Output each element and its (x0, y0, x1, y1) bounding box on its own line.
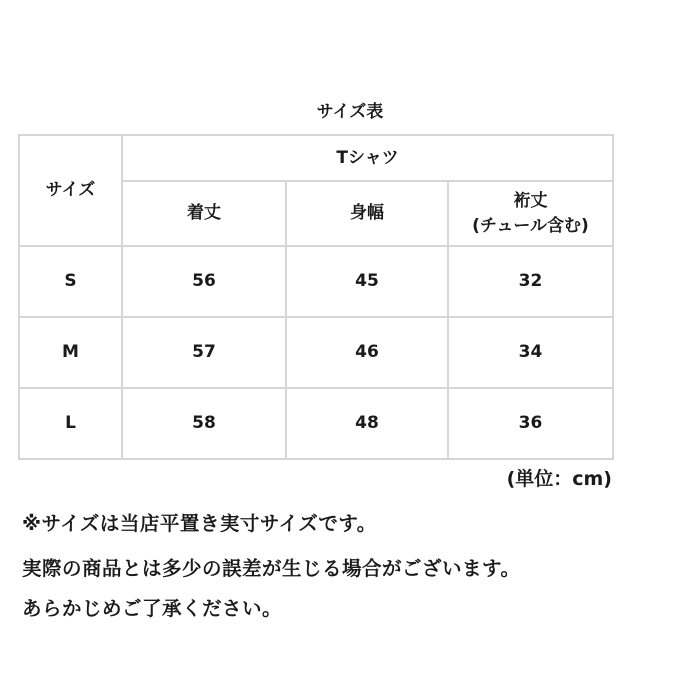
value-cell: 48 (286, 388, 448, 459)
tshirt-header: Tシャツ (122, 135, 613, 181)
value-cell: 36 (448, 388, 613, 459)
sleeve-note: (チュール含む) (472, 215, 589, 236)
value-cell: 32 (448, 246, 613, 317)
value-cell: 46 (286, 317, 448, 388)
size-cell: L (19, 388, 122, 459)
value-cell: 45 (286, 246, 448, 317)
sleeve-label: 裄丈 (513, 190, 548, 211)
table-header-row (19, 135, 613, 181)
column-header-sleeve (448, 181, 613, 246)
table-row (19, 388, 613, 459)
size-cell: S (19, 246, 122, 317)
table-row (19, 317, 613, 388)
size-header: サイズ (19, 135, 122, 246)
note-line: あらかじめご了承ください。 (22, 597, 283, 620)
unit-label: (単位：cm) (506, 468, 612, 490)
column-header-width: 身幅 (286, 181, 448, 246)
value-cell: 57 (122, 317, 286, 388)
page-title: サイズ表 (316, 102, 384, 122)
value-cell: 56 (122, 246, 286, 317)
value-cell: 58 (122, 388, 286, 459)
note-line: ※サイズは当店平置き実寸サイズです。 (22, 512, 377, 535)
value-cell: 34 (448, 317, 613, 388)
size-table (18, 134, 614, 460)
size-cell: M (19, 317, 122, 388)
column-header-length: 着丈 (122, 181, 286, 246)
note-line: 実際の商品とは多少の誤差が生じる場合がございます。 (22, 557, 521, 580)
table-row (19, 246, 613, 317)
